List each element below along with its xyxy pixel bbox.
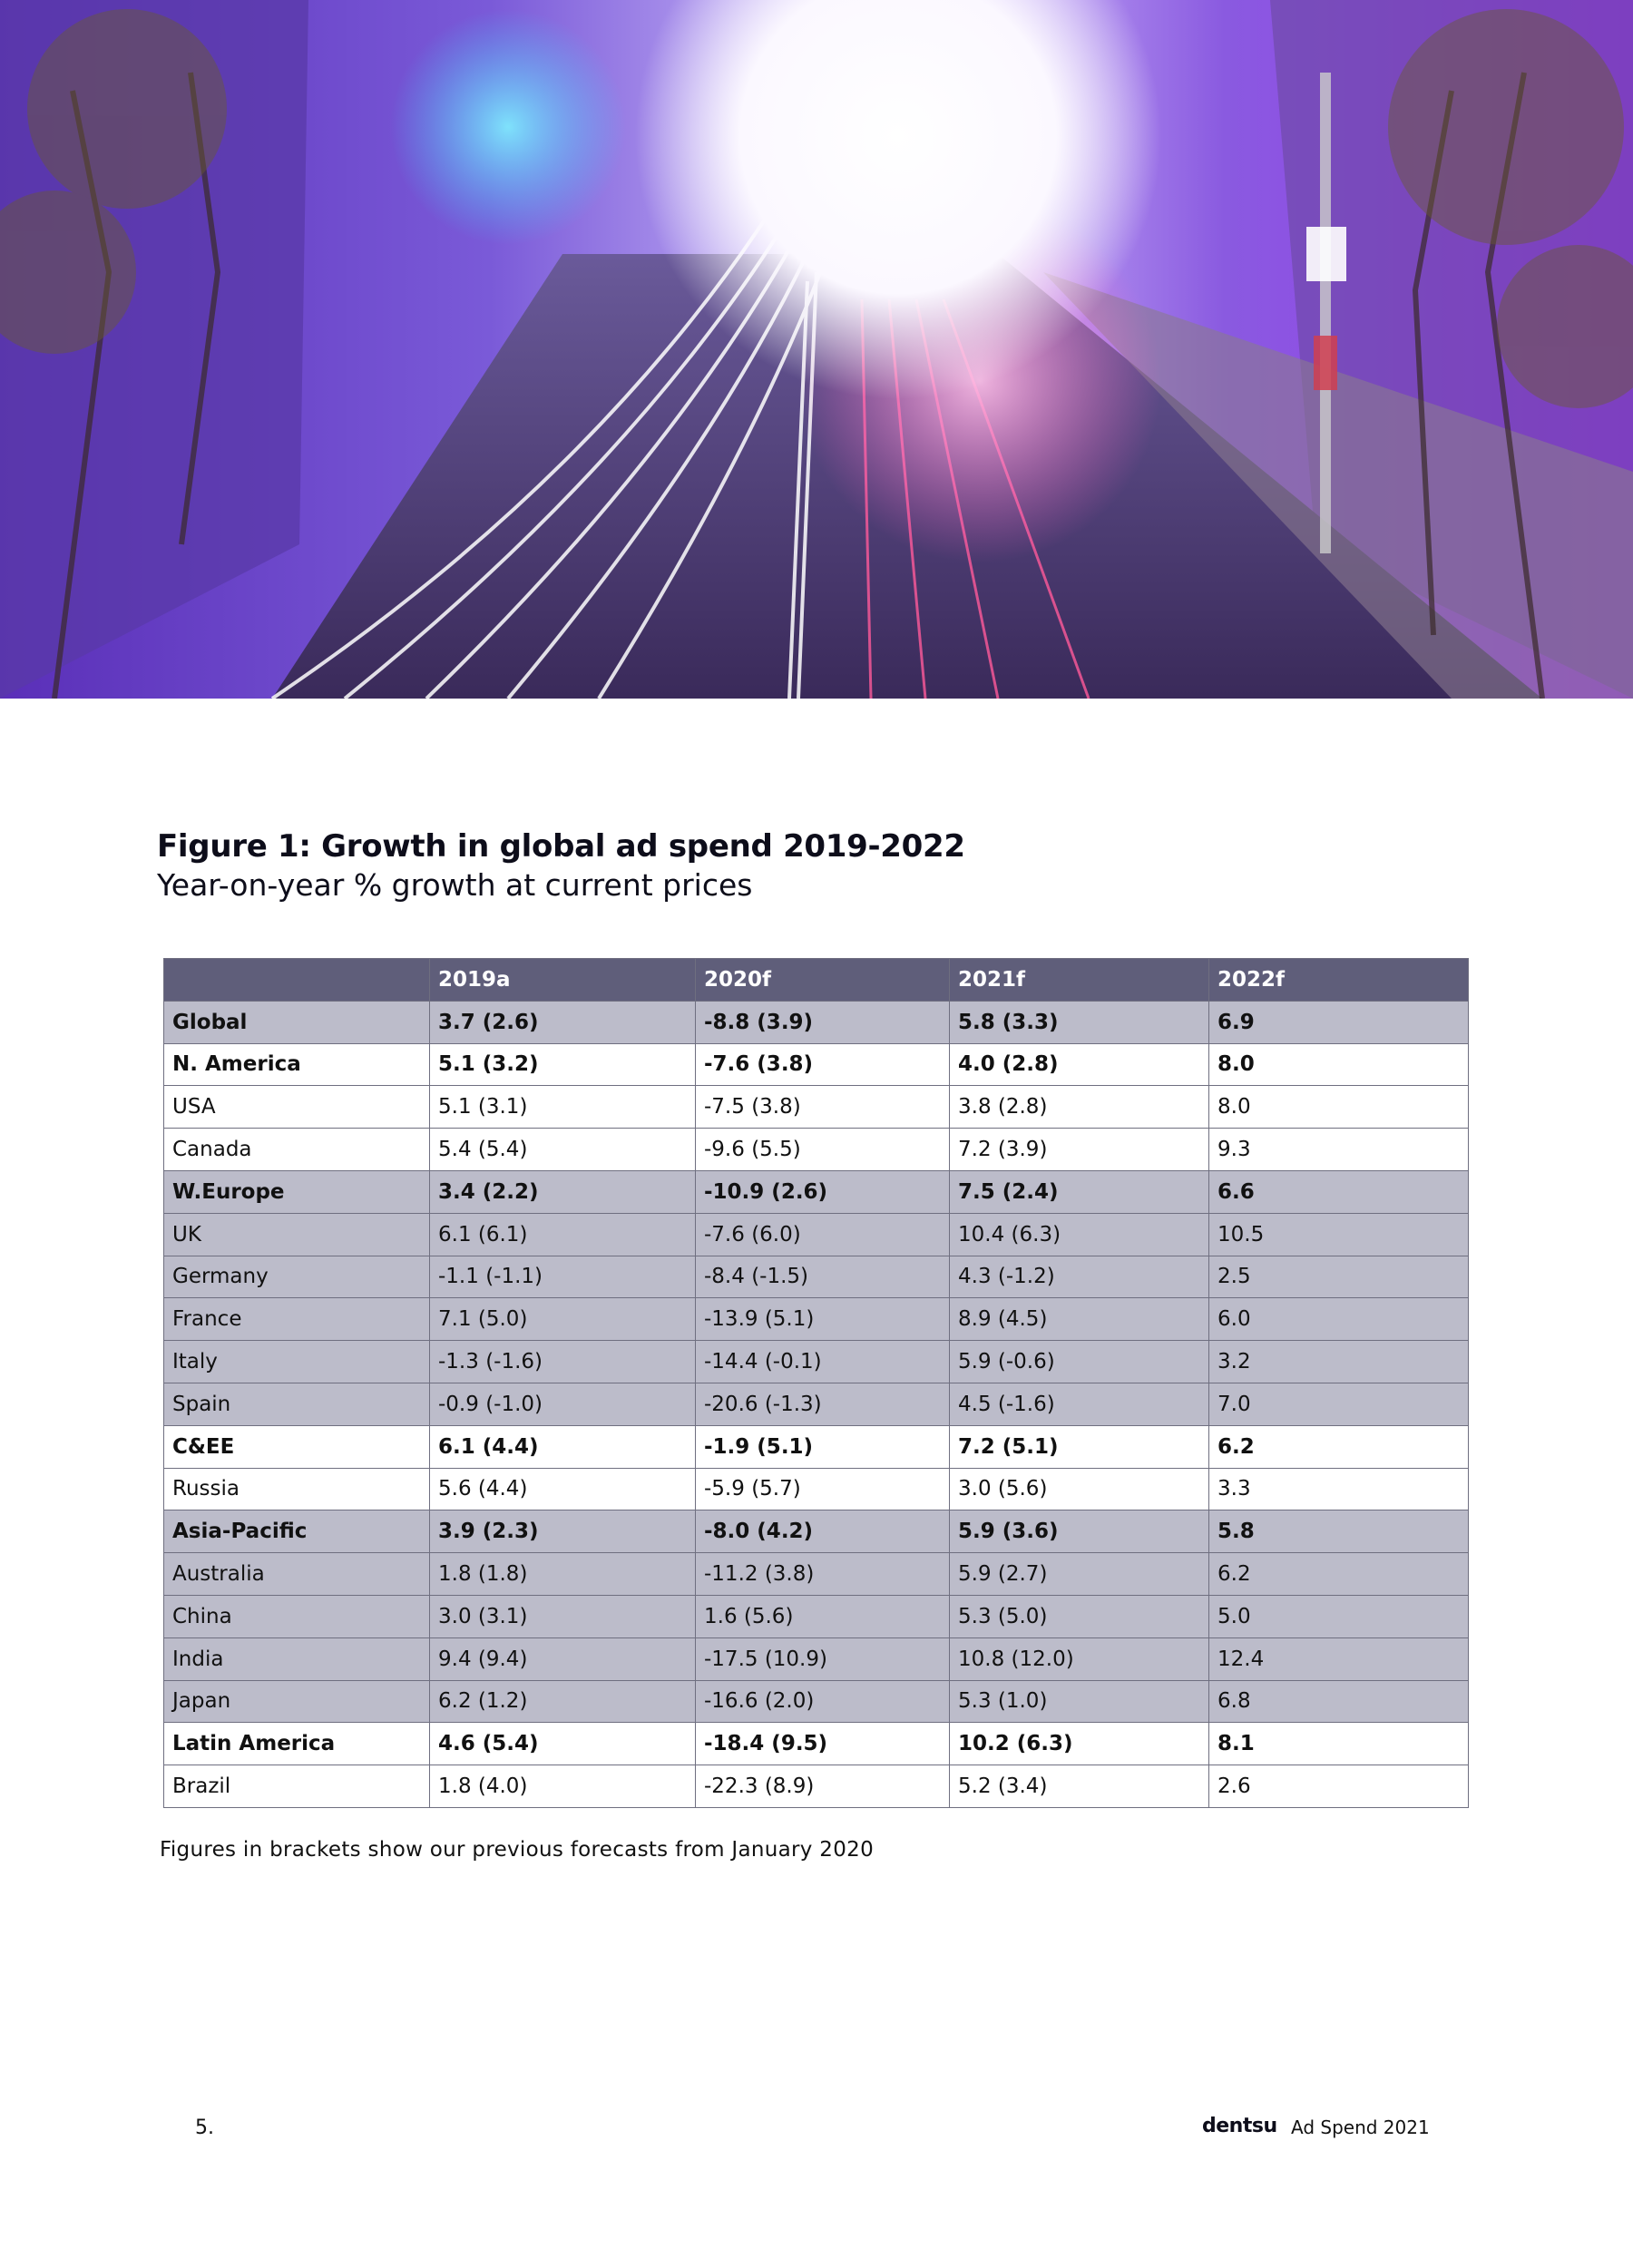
- growth-value-cell: 1.8 (4.0): [430, 1765, 696, 1808]
- growth-value-cell: -5.9 (5.7): [696, 1468, 950, 1510]
- growth-value-cell: 7.5 (2.4): [950, 1170, 1209, 1213]
- table-row: [164, 1001, 1469, 1043]
- table-row: [164, 1043, 1469, 1086]
- growth-value-cell: 6.8: [1209, 1680, 1469, 1723]
- column-header-2019a: 2019a: [430, 959, 696, 1002]
- region-cell: Germany: [164, 1256, 430, 1298]
- growth-value-cell: 3.0 (3.1): [430, 1595, 696, 1637]
- growth-value-cell: 8.1: [1209, 1723, 1469, 1765]
- table-row: [164, 1256, 1469, 1298]
- growth-value-cell: 6.2 (1.2): [430, 1680, 696, 1723]
- growth-value-cell: 5.0: [1209, 1595, 1469, 1637]
- figure-subtitle: Year-on-year % growth at current prices: [157, 867, 753, 903]
- region-cell: France: [164, 1298, 430, 1341]
- growth-value-cell: 7.1 (5.0): [430, 1298, 696, 1341]
- table-row: [164, 1765, 1469, 1808]
- column-header-2020f: 2020f: [696, 959, 950, 1002]
- growth-value-cell: -10.9 (2.6): [696, 1170, 950, 1213]
- table-row: [164, 1086, 1469, 1129]
- growth-value-cell: -8.0 (4.2): [696, 1510, 950, 1553]
- growth-value-cell: 3.0 (5.6): [950, 1468, 1209, 1510]
- growth-value-cell: 3.4 (2.2): [430, 1170, 696, 1213]
- table-row: [164, 1723, 1469, 1765]
- growth-value-cell: 4.6 (5.4): [430, 1723, 696, 1765]
- growth-value-cell: 9.3: [1209, 1129, 1469, 1171]
- growth-value-cell: 7.0: [1209, 1383, 1469, 1425]
- growth-value-cell: 3.7 (2.6): [430, 1001, 696, 1043]
- growth-value-cell: 5.3 (5.0): [950, 1595, 1209, 1637]
- growth-value-cell: 5.2 (3.4): [950, 1765, 1209, 1808]
- table-body: [164, 1001, 1469, 1807]
- growth-value-cell: 6.1 (6.1): [430, 1213, 696, 1256]
- growth-value-cell: 1.8 (1.8): [430, 1553, 696, 1596]
- growth-value-cell: 6.0: [1209, 1298, 1469, 1341]
- growth-value-cell: 10.4 (6.3): [950, 1213, 1209, 1256]
- growth-value-cell: 7.2 (3.9): [950, 1129, 1209, 1171]
- region-cell: Australia: [164, 1553, 430, 1596]
- table-row: [164, 1510, 1469, 1553]
- growth-value-cell: -1.3 (-1.6): [430, 1341, 696, 1383]
- region-cell: India: [164, 1637, 430, 1680]
- ad-spend-growth-table: [163, 958, 1469, 1808]
- footnote: Figures in brackets show our previous forecasts from January 2020: [160, 1838, 875, 1862]
- growth-value-cell: 6.6: [1209, 1170, 1469, 1213]
- table-row: [164, 1298, 1469, 1341]
- column-header-2021f: 2021f: [950, 959, 1209, 1002]
- dentsu-logo: dentsu: [1202, 2115, 1277, 2137]
- growth-value-cell: 6.9: [1209, 1001, 1469, 1043]
- growth-value-cell: -22.3 (8.9): [696, 1765, 950, 1808]
- region-cell: Asia-Pacific: [164, 1510, 430, 1553]
- region-cell: Global: [164, 1001, 430, 1043]
- region-cell: C&EE: [164, 1425, 430, 1468]
- region-cell: UK: [164, 1213, 430, 1256]
- table-row: [164, 1129, 1469, 1171]
- growth-value-cell: 4.5 (-1.6): [950, 1383, 1209, 1425]
- table-row: [164, 1680, 1469, 1723]
- growth-value-cell: -8.4 (-1.5): [696, 1256, 950, 1298]
- figure-title: Figure 1: Growth in global ad spend 2019-2022: [157, 828, 965, 865]
- growth-value-cell: 5.8 (3.3): [950, 1001, 1209, 1043]
- growth-value-cell: 10.8 (12.0): [950, 1637, 1209, 1680]
- column-header-region: [164, 959, 430, 1002]
- table-row: [164, 1170, 1469, 1213]
- growth-value-cell: -11.2 (3.8): [696, 1553, 950, 1596]
- growth-value-cell: 5.1 (3.2): [430, 1043, 696, 1086]
- growth-value-cell: 5.8: [1209, 1510, 1469, 1553]
- growth-value-cell: -1.9 (5.1): [696, 1425, 950, 1468]
- growth-value-cell: -7.6 (3.8): [696, 1043, 950, 1086]
- growth-value-cell: 4.3 (-1.2): [950, 1256, 1209, 1298]
- growth-value-cell: 1.6 (5.6): [696, 1595, 950, 1637]
- growth-value-cell: 3.9 (2.3): [430, 1510, 696, 1553]
- growth-value-cell: 10.2 (6.3): [950, 1723, 1209, 1765]
- growth-value-cell: -0.9 (-1.0): [430, 1383, 696, 1425]
- region-cell: W.Europe: [164, 1170, 430, 1213]
- region-cell: Brazil: [164, 1765, 430, 1808]
- region-cell: USA: [164, 1086, 430, 1129]
- growth-value-cell: 5.4 (5.4): [430, 1129, 696, 1171]
- growth-value-cell: 8.9 (4.5): [950, 1298, 1209, 1341]
- growth-value-cell: 5.6 (4.4): [430, 1468, 696, 1510]
- growth-value-cell: 5.9 (-0.6): [950, 1341, 1209, 1383]
- growth-value-cell: 8.0: [1209, 1086, 1469, 1129]
- growth-value-cell: 5.9 (2.7): [950, 1553, 1209, 1596]
- region-cell: Latin America: [164, 1723, 430, 1765]
- report-name: Ad Spend 2021: [1291, 2116, 1430, 2138]
- growth-value-cell: 5.3 (1.0): [950, 1680, 1209, 1723]
- growth-value-cell: 7.2 (5.1): [950, 1425, 1209, 1468]
- growth-value-cell: -8.8 (3.9): [696, 1001, 950, 1043]
- region-cell: Russia: [164, 1468, 430, 1510]
- growth-value-cell: 6.2: [1209, 1425, 1469, 1468]
- growth-value-cell: 8.0: [1209, 1043, 1469, 1086]
- growth-value-cell: 10.5: [1209, 1213, 1469, 1256]
- column-header-2022f: 2022f: [1209, 959, 1469, 1002]
- growth-value-cell: 9.4 (9.4): [430, 1637, 696, 1680]
- region-cell: Canada: [164, 1129, 430, 1171]
- growth-value-cell: -18.4 (9.5): [696, 1723, 950, 1765]
- growth-value-cell: -16.6 (2.0): [696, 1680, 950, 1723]
- growth-value-cell: 6.2: [1209, 1553, 1469, 1596]
- table-row: [164, 1468, 1469, 1510]
- growth-value-cell: 5.9 (3.6): [950, 1510, 1209, 1553]
- hero-photo: [0, 0, 1633, 699]
- table-row: [164, 1425, 1469, 1468]
- growth-value-cell: -7.6 (6.0): [696, 1213, 950, 1256]
- growth-value-cell: -7.5 (3.8): [696, 1086, 950, 1129]
- region-cell: Italy: [164, 1341, 430, 1383]
- growth-value-cell: -17.5 (10.9): [696, 1637, 950, 1680]
- region-cell: N. America: [164, 1043, 430, 1086]
- growth-value-cell: 3.8 (2.8): [950, 1086, 1209, 1129]
- city-street-light-trails-image: [0, 0, 1633, 699]
- growth-value-cell: 5.1 (3.1): [430, 1086, 696, 1129]
- growth-value-cell: 4.0 (2.8): [950, 1043, 1209, 1086]
- page-number: 5.: [195, 2116, 214, 2139]
- growth-value-cell: 2.5: [1209, 1256, 1469, 1298]
- growth-value-cell: 3.3: [1209, 1468, 1469, 1510]
- growth-value-cell: 6.1 (4.4): [430, 1425, 696, 1468]
- table-row: [164, 1341, 1469, 1383]
- growth-value-cell: -1.1 (-1.1): [430, 1256, 696, 1298]
- growth-value-cell: 2.6: [1209, 1765, 1469, 1808]
- region-cell: China: [164, 1595, 430, 1637]
- table-row: [164, 1213, 1469, 1256]
- growth-value-cell: 12.4: [1209, 1637, 1469, 1680]
- table-header-row: [164, 959, 1469, 1002]
- growth-value-cell: -14.4 (-0.1): [696, 1341, 950, 1383]
- growth-value-cell: 3.2: [1209, 1341, 1469, 1383]
- growth-value-cell: -13.9 (5.1): [696, 1298, 950, 1341]
- growth-value-cell: -9.6 (5.5): [696, 1129, 950, 1171]
- table-row: [164, 1595, 1469, 1637]
- growth-value-cell: -20.6 (-1.3): [696, 1383, 950, 1425]
- region-cell: Spain: [164, 1383, 430, 1425]
- table-row: [164, 1383, 1469, 1425]
- table-row: [164, 1553, 1469, 1596]
- region-cell: Japan: [164, 1680, 430, 1723]
- table-row: [164, 1637, 1469, 1680]
